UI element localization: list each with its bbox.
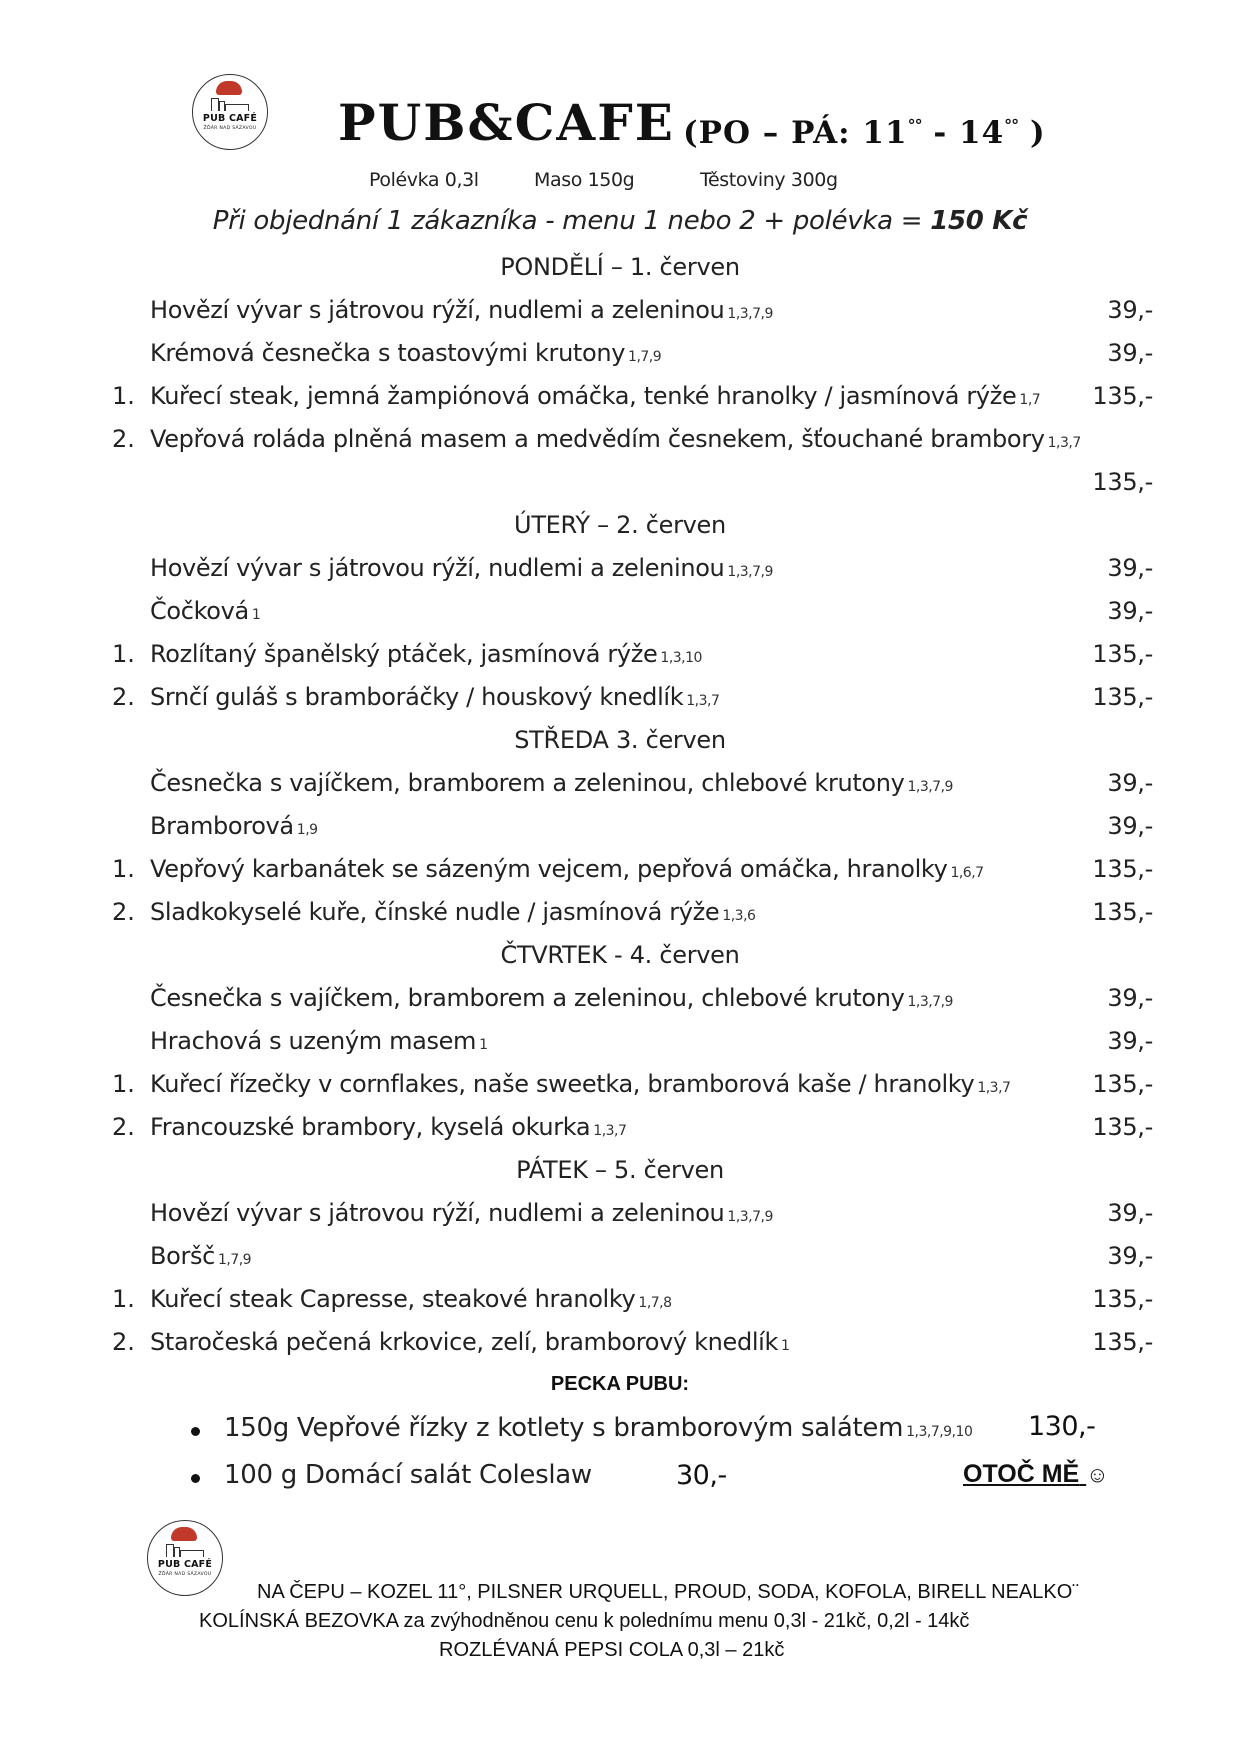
dish-name: Hovězí vývar s játrovou rýží, nudlemi a zeleninou — [150, 554, 725, 582]
portion-soup: Polévka 0,3l — [369, 169, 479, 191]
dish-name: Hovězí vývar s játrovou rýží, nudlemi a zeleninou — [150, 1199, 725, 1227]
offer-price: 150 Kč — [930, 206, 1028, 236]
dish-allergens: 1,3,7,9 — [727, 1209, 773, 1225]
main-dish — [150, 898, 755, 926]
dish-name: Čočková — [150, 597, 249, 625]
menu-item-number: 2. — [112, 898, 135, 926]
dish-allergens: 1 — [781, 1338, 790, 1354]
pecka-item-price: 30,- — [676, 1460, 727, 1491]
dish-price: 39,- — [1107, 984, 1153, 1012]
soup-dish — [150, 769, 953, 797]
dish-allergens: 1,7,9 — [217, 1252, 252, 1268]
dish-name: Sladkokyselé kuře, čínské nudle / jasmínová rýže — [150, 898, 720, 926]
dish-allergens: 1,3,10 — [660, 650, 702, 666]
logo-building-icon — [207, 95, 251, 111]
dish-name: Boršč — [150, 1242, 215, 1270]
day-heading: PÁTEK – 5. červen — [516, 1156, 724, 1184]
dish-name: Česnečka s vajíčkem, bramborem a zeleninou, chlebové krutony — [150, 769, 905, 797]
logo-sub-text: ŽĎÁR NAD SÁZAVOU — [158, 1572, 212, 1577]
dish-name: Bramborová — [150, 812, 294, 840]
hours-close-paren: ) — [1018, 115, 1046, 151]
dish-allergens: 1,6,7 — [950, 865, 984, 881]
dish-price: 135,- — [1092, 640, 1153, 668]
day-heading: PONDĚLÍ – 1. červen — [500, 253, 740, 281]
soup-dish — [150, 1199, 773, 1227]
turn-over-text: OTOČ MĚ — [963, 1460, 1080, 1488]
dish-price: 39,- — [1107, 812, 1153, 840]
dish-allergens: 1,7,9 — [628, 349, 662, 365]
bullet-icon — [191, 1427, 200, 1436]
dish-name: Vepřový karbanátek se sázeným vejcem, pepřová omáčka, hranolky — [150, 855, 948, 883]
dish-allergens: 1,3,7 — [593, 1123, 627, 1139]
main-dish — [150, 382, 1040, 410]
footer-line-2: KOLÍNSKÁ BEZOVKA za zvýhodněnou cenu k polednímu menu 0,3l - 21kč, 0,2l - 14kč — [199, 1610, 970, 1632]
dish-price: 135,- — [1092, 1328, 1153, 1356]
dish-allergens: 1,3,7,9 — [907, 779, 953, 795]
dish-name: Staročeská pečená krkovice, zelí, bramborový knedlík — [150, 1328, 779, 1356]
dish-allergens: 1,7,8 — [638, 1295, 672, 1311]
main-dish — [150, 855, 984, 883]
dish-name: Francouzské brambory, kyselá okurka — [150, 1113, 591, 1141]
dish-allergens: 1 — [251, 607, 261, 623]
dish-name: Kuřecí řízečky v cornflakes, naše sweetka, bramborová kaše / hranolky — [150, 1070, 975, 1098]
dish-allergens: 1,7 — [1019, 392, 1041, 408]
dish-name: Srnčí guláš s bramboráčky / houskový knedlík — [150, 683, 684, 711]
soup-dish — [150, 1027, 488, 1055]
menu-item-number: 1. — [112, 1070, 135, 1098]
soup-dish — [150, 296, 773, 324]
dish-price: 135,- — [1092, 1070, 1153, 1098]
day-heading: ČTVRTEK - 4. červen — [500, 941, 740, 969]
dish-price: 39,- — [1107, 1242, 1153, 1270]
hours-start-text: (PO – PÁ: 11 — [683, 115, 908, 151]
dish-price: 135,- — [1092, 1113, 1153, 1141]
pecka-item-price: 130,- — [1028, 1411, 1096, 1442]
pecka-heading: PECKA PUBU: — [550, 1373, 690, 1395]
logo-brand-text: PUB CAFÉ — [202, 113, 258, 124]
dish-allergens: 1,9 — [296, 822, 318, 838]
soup-dish — [150, 1242, 251, 1270]
portion-meat: Maso 150g — [534, 169, 635, 191]
logo-dome-icon — [171, 1527, 197, 1541]
main-dish — [150, 425, 1081, 453]
pecka-item-name: 150g Vepřové řízky z kotlety s bramborovým salátem — [224, 1413, 904, 1443]
dish-name: Kuřecí steak, jemná žampiónová omáčka, tenké hranolky / jasmínová rýže — [150, 382, 1017, 410]
menu-item-number: 1. — [112, 382, 135, 410]
portion-pasta: Těstoviny 300g — [700, 169, 838, 191]
menu-item-number: 2. — [112, 683, 135, 711]
soup-dish — [150, 812, 318, 840]
smiley-icon: ☺ — [1086, 1462, 1109, 1487]
soup-dish — [150, 984, 953, 1012]
menu-item-number: 2. — [112, 1328, 135, 1356]
dish-price: 135,- — [1092, 382, 1153, 410]
dish-allergens: 1,3,7,9 — [907, 994, 953, 1010]
main-dish — [150, 640, 702, 668]
menu-item-number: 2. — [112, 425, 135, 453]
menu-item-number: 2. — [112, 1113, 135, 1141]
dish-allergens: 1,3,7 — [686, 693, 720, 709]
hours-start-minutes: °° — [907, 116, 922, 135]
hours-end-minutes: °° — [1004, 116, 1019, 135]
main-dish — [150, 683, 719, 711]
dish-allergens: 1,3,7 — [977, 1080, 1011, 1096]
dish-allergens: 1,3,6 — [722, 908, 756, 924]
dish-allergens: 1,3,7,9 — [727, 564, 773, 580]
main-dish — [150, 1113, 626, 1141]
dish-name: Rozlítaný španělský ptáček, jasmínová rýže — [150, 640, 658, 668]
dish-name: Krémová česnečka s toastovými krutony — [150, 339, 626, 367]
pecka-item-name: 100 g Domácí salát Coleslaw — [224, 1460, 592, 1490]
soup-dish — [150, 554, 773, 582]
day-heading: STŘEDA 3. červen — [514, 726, 726, 754]
main-dish — [150, 1328, 789, 1356]
menu-item-number: 1. — [112, 1285, 135, 1313]
pecka-item-allergens: 1,3,7,9,10 — [906, 1424, 973, 1440]
pub-cafe-logo-footer — [147, 1520, 223, 1596]
dish-price: 135,- — [1092, 898, 1153, 926]
pecka-item — [224, 1413, 972, 1443]
menu-item-number: 1. — [112, 640, 135, 668]
soup-dish — [150, 339, 661, 367]
main-dish — [150, 1285, 672, 1313]
day-heading: ÚTERÝ – 2. červen — [514, 511, 726, 539]
logo-dome-icon — [216, 81, 242, 95]
logo-building-icon — [162, 1541, 206, 1557]
dish-price: 39,- — [1107, 769, 1153, 797]
page-title: PUB&CAFE — [338, 93, 675, 152]
bullet-icon — [191, 1474, 200, 1483]
dish-allergens: 1 — [479, 1037, 488, 1053]
dish-price: 135,- — [1092, 683, 1153, 711]
footer-line-3: ROZLÉVANÁ PEPSI COLA 0,3l – 21kč — [439, 1639, 785, 1661]
dish-price: 135,- — [1092, 1285, 1153, 1313]
opening-hours — [683, 115, 1046, 151]
dish-name: Hovězí vývar s játrovou rýží, nudlemi a zeleninou — [150, 296, 725, 324]
pub-cafe-logo — [192, 74, 268, 150]
dish-price: 39,- — [1107, 554, 1153, 582]
menu-offer — [0, 206, 1240, 236]
dish-price: 39,- — [1107, 296, 1153, 324]
dish-name: Hrachová s uzeným masem — [150, 1027, 477, 1055]
dish-name: Česnečka s vajíčkem, bramborem a zeleninou, chlebové krutony — [150, 984, 905, 1012]
offer-text: Při objednání 1 zákazníka - menu 1 nebo 2 + polévka = — [212, 206, 931, 236]
logo-brand-text: PUB CAFÉ — [157, 1559, 213, 1570]
soup-dish — [150, 597, 260, 625]
main-dish — [150, 1070, 1010, 1098]
dish-price: 135,- — [1092, 855, 1153, 883]
dish-price: 135,- — [1092, 468, 1153, 496]
dish-allergens: 1,3,7 — [1047, 435, 1081, 451]
dish-price: 39,- — [1107, 1027, 1153, 1055]
turn-over-note — [963, 1460, 1109, 1489]
dish-allergens: 1,3,7,9 — [727, 306, 773, 322]
menu-item-number: 1. — [112, 855, 135, 883]
dish-price: 39,- — [1107, 339, 1153, 367]
footer-line-1: NA ČEPU – KOZEL 11°, PILSNER URQUELL, PROUD, SODA, KOFOLA, BIRELL NEALKO¨ — [257, 1581, 1079, 1603]
dish-price: 39,- — [1107, 597, 1153, 625]
logo-sub-text: ŽĎÁR NAD SÁZAVOU — [203, 126, 257, 131]
dish-name: Kuřecí steak Capresse, steakové hranolky — [150, 1285, 636, 1313]
pecka-item — [224, 1460, 592, 1490]
dish-name: Vepřová roláda plněná masem a medvědím česnekem, šťouchané brambory — [150, 425, 1045, 453]
dish-price: 39,- — [1107, 1199, 1153, 1227]
hours-end-text: - 14 — [921, 115, 1005, 151]
